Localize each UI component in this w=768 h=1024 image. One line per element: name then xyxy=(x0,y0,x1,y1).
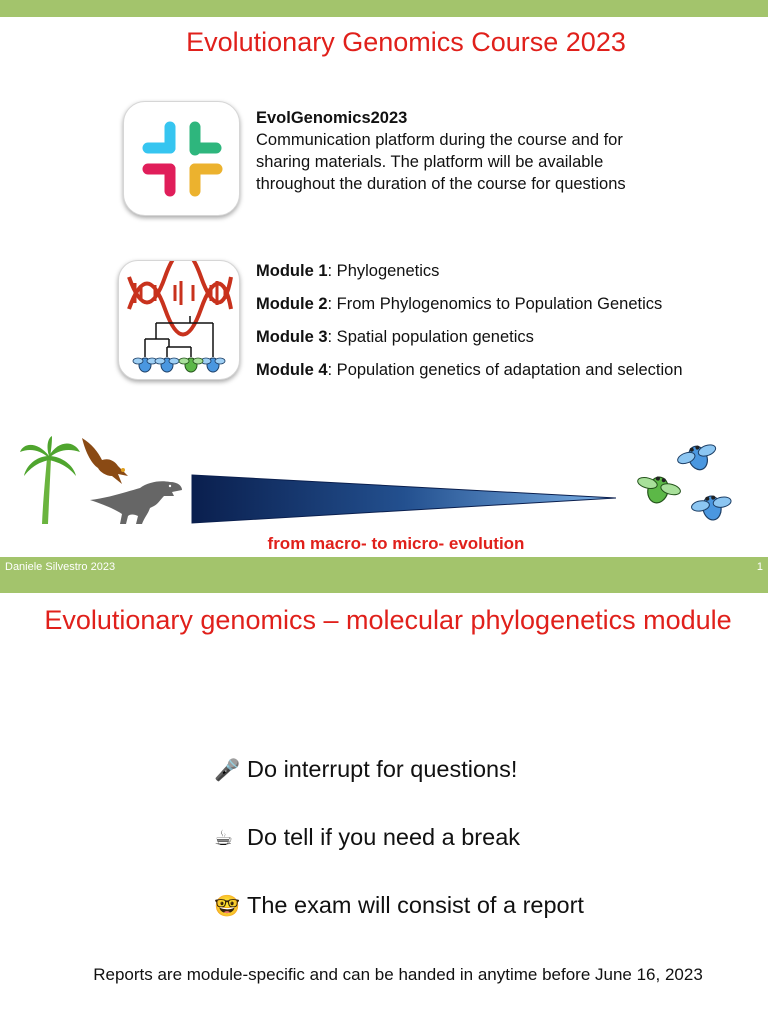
module-item xyxy=(256,260,761,293)
nerd-face-icon: 🤓 xyxy=(214,894,241,918)
bullet-item xyxy=(214,888,584,956)
bullet-text: Do interrupt for questions! xyxy=(247,756,518,782)
module-list xyxy=(256,260,761,392)
top-bar xyxy=(0,0,768,17)
slack-description-block xyxy=(256,107,626,195)
report-deadline-note: Reports are module-specific and can be handed in anytime before June 16, 2023 xyxy=(93,965,703,984)
slide-title: Evolutionary Genomics Course 2023 xyxy=(186,27,626,57)
module-item xyxy=(256,359,761,392)
page-number: 1 xyxy=(756,561,763,573)
bird-icon xyxy=(78,436,130,484)
module-label: Module 3 xyxy=(256,328,328,346)
module-text: : Phylogenetics xyxy=(327,262,440,280)
dinosaur-icon xyxy=(88,478,184,526)
module-text: : From Phylogenomics to Population Genetics xyxy=(327,295,663,313)
slack-workspace-name: EvolGenomics2023 xyxy=(256,109,408,127)
bullet-text: Do tell if you need a break xyxy=(247,824,521,850)
evolution-caption: from macro- to micro- evolution xyxy=(267,534,525,553)
bullet-list xyxy=(214,752,584,956)
coffee-icon: ☕ xyxy=(214,826,233,850)
footer-author: Daniele Silvestro 2023 xyxy=(5,561,116,573)
slack-description: Communication platform during the course and for sharing materials. The platform will be available throughout the duration of the course for questions xyxy=(256,131,626,193)
microphone-icon: 🎤 xyxy=(214,758,241,782)
flies-icon xyxy=(634,438,738,530)
bullet-item xyxy=(214,752,584,820)
module-label: Module 4 xyxy=(256,361,328,379)
module-text: : Spatial population genetics xyxy=(327,328,534,346)
module-text: : Population genetics of adaptation and selection xyxy=(327,361,683,379)
footer-bar xyxy=(0,557,768,593)
module-item xyxy=(256,293,761,326)
module-item xyxy=(256,326,761,359)
bullet-item xyxy=(214,820,584,888)
dna-phylogeny-icon xyxy=(118,260,240,380)
module-label: Module 1 xyxy=(256,262,328,280)
bullet-text: The exam will consist of a report xyxy=(247,892,584,918)
macro-to-micro-wedge xyxy=(190,474,616,524)
palm-tree-icon xyxy=(18,436,82,526)
module-label: Module 2 xyxy=(256,295,328,313)
slack-icon xyxy=(123,101,240,216)
slide-2-title: Evolutionary genomics – molecular phylogenetics module xyxy=(44,605,732,635)
